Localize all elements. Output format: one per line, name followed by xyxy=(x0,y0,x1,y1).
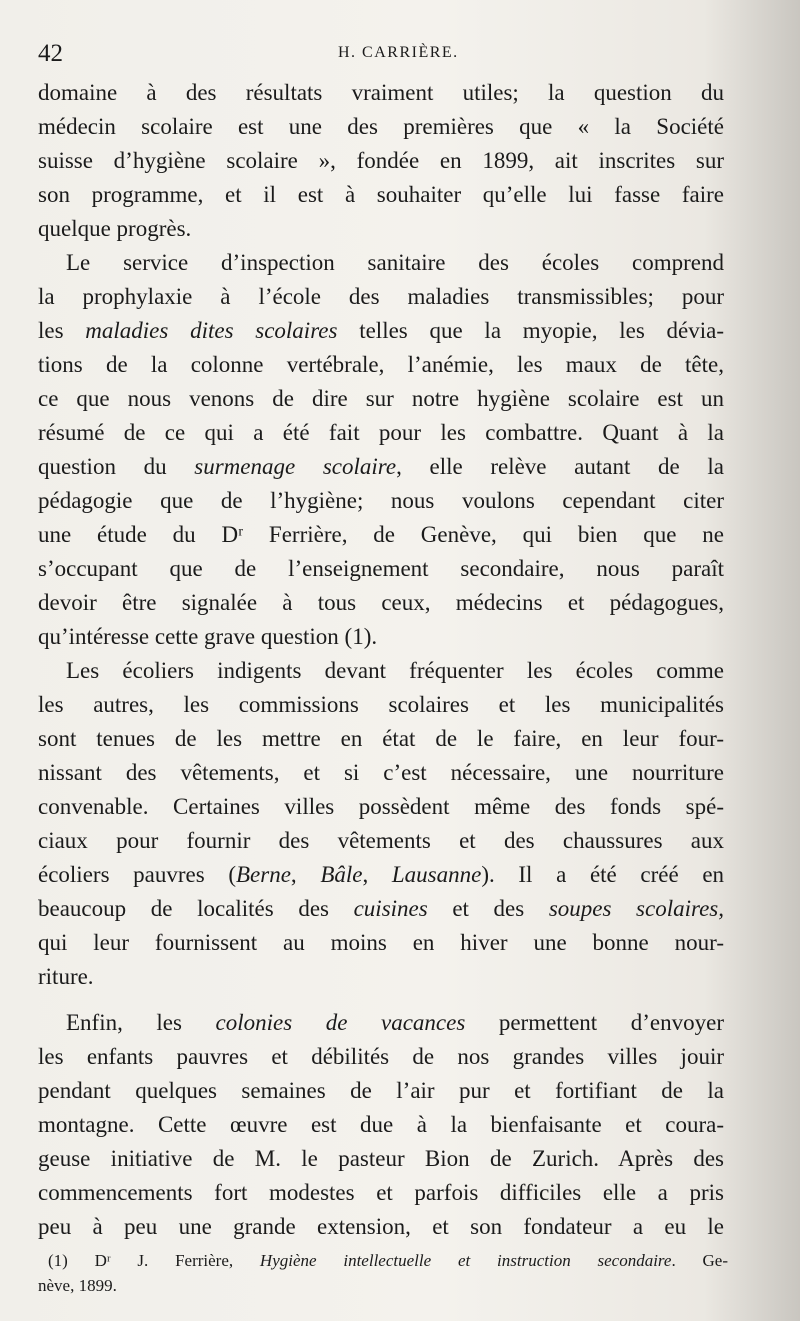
text-line: s’occupant que de l’enseignement secondaire, nous paraît xyxy=(38,556,724,581)
text-run: et des xyxy=(427,896,549,921)
italic-term: soupes scolaires, xyxy=(548,896,724,921)
text-line xyxy=(38,892,724,926)
page-header xyxy=(38,40,728,70)
text-line: pédagogie que de l’hygiène; nous voulons cependant citer xyxy=(38,488,724,513)
text-run: ). Il a été créé en xyxy=(481,862,725,887)
footnote-line: nève, 1899. xyxy=(38,1276,117,1295)
text-line: ciaux pour fournir des vêtements et des chaussures aux xyxy=(38,828,724,853)
text-line: nissant des vêtements, et si c’est nécessaire, une nourriture xyxy=(38,760,724,785)
text-line: une étude du Dʳ Ferrière, de Genève, qui bien que ne xyxy=(38,522,724,547)
italic-term: surmenage scolaire xyxy=(194,454,397,479)
italic-term: colonies de vacances xyxy=(215,1010,466,1035)
text-line: tions de la colonne vertébrale, l’anémie, les maux de tête, xyxy=(38,352,724,377)
text-line: domaine à des résultats vraiment utiles; la question du xyxy=(38,80,724,105)
text-run: . Ge- xyxy=(671,1251,729,1270)
footnote-line xyxy=(38,1248,728,1273)
text-line: son programme, et il est à souhaiter qu’elle lui fasse faire xyxy=(38,182,724,207)
paragraph-gap xyxy=(38,994,724,1006)
running-head: H. CARRIÈRE. xyxy=(338,44,459,61)
text-run: permettent d’envoyer xyxy=(465,1010,724,1035)
text-line xyxy=(38,1006,724,1040)
text-line: résumé de ce qui a été fait pour les combattre. Quant à la xyxy=(38,420,724,445)
italic-term: cuisines xyxy=(353,896,428,921)
text-line: médecin scolaire est une des premières que « la Société xyxy=(38,114,724,139)
italic-term: maladies dites scolaires xyxy=(85,318,338,343)
italic-term: Berne xyxy=(236,862,291,887)
text-line: qui leur fournissent au moins en hiver une bonne nour- xyxy=(38,930,724,955)
text-line: devoir être signalée à tous ceux, médecins et pédagogues, xyxy=(38,590,724,615)
text-line: commencements fort modestes et parfois difficiles elle a pris xyxy=(38,1180,724,1205)
footnote-title: Hygiène intellectuelle et instruction secondaire xyxy=(259,1251,672,1270)
text-run: les xyxy=(38,318,86,343)
text-line xyxy=(38,314,724,348)
text-line: quelque progrès. xyxy=(38,216,192,241)
text-line: Les écoliers indigents devant fréquenter les écoles comme xyxy=(66,658,724,683)
text-line: Le service d’inspection sanitaire des écoles comprend xyxy=(66,250,724,275)
text-line xyxy=(38,858,724,892)
italic-term: Lausanne xyxy=(391,862,482,887)
text-line: qu’intéresse cette grave question (1). xyxy=(38,624,378,649)
text-run: , xyxy=(290,862,321,887)
text-run: telles que la myopie, les dévia- xyxy=(337,318,724,343)
text-line: la prophylaxie à l’école des maladies transmissibles; pour xyxy=(38,284,724,309)
page-number: 42 xyxy=(38,40,63,67)
text-line: sont tenues de les mettre en état de le faire, en leur four- xyxy=(38,726,724,751)
italic-term: Bâle xyxy=(320,862,363,887)
text-run: écoliers pauvres ( xyxy=(38,862,236,887)
text-line: les autres, les commissions scolaires et les municipalités xyxy=(38,692,724,717)
footnote xyxy=(38,1248,728,1298)
text-line: riture. xyxy=(38,964,94,989)
text-run: (1) Dʳ J. Ferrière, xyxy=(48,1251,260,1270)
text-run: question du xyxy=(38,454,195,479)
text-run: beaucoup de localités des xyxy=(38,896,354,921)
text-line: les enfants pauvres et débilités de nos grandes villes jouir xyxy=(38,1044,724,1069)
body-text xyxy=(38,76,724,1244)
text-run: Enfin, les xyxy=(66,1010,216,1035)
text-line: peu à peu une grande extension, et son fondateur a eu le xyxy=(38,1214,724,1239)
text-line: montagne. Cette œuvre est due à la bienfaisante et coura- xyxy=(38,1112,724,1137)
text-line: ce que nous venons de dire sur notre hygiène scolaire est un xyxy=(38,386,724,411)
text-run: , elle relève autant de la xyxy=(396,454,724,479)
text-line xyxy=(38,450,724,484)
text-line: convenable. Certaines villes possèdent même des fonds spé- xyxy=(38,794,724,819)
text-run: , xyxy=(362,862,392,887)
text-line: suisse d’hygiène scolaire », fondée en 1899, ait inscrites sur xyxy=(38,148,724,173)
text-line: pendant quelques semaines de l’air pur et fortifiant de la xyxy=(38,1078,724,1103)
text-line: geuse initiative de M. le pasteur Bion de Zurich. Après des xyxy=(38,1146,724,1171)
